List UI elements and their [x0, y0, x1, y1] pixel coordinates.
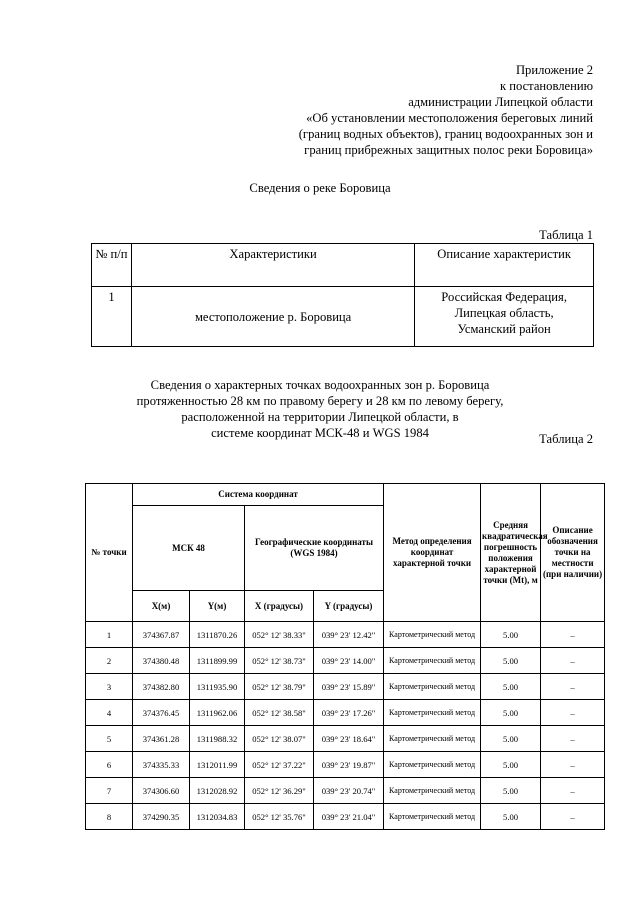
point-number-cell: 3: [86, 674, 133, 700]
table-1-row: [92, 287, 594, 347]
x-degrees-cell: 052° 12' 36.29": [245, 778, 314, 804]
row-description: [415, 287, 594, 347]
point-number-cell: 2: [86, 648, 133, 674]
table-row: [86, 752, 605, 778]
x-meters-cell: 374306.60: [133, 778, 190, 804]
y-meters-cell: 1312034.83: [190, 804, 245, 830]
y-meters-cell: 1311988.32: [190, 726, 245, 752]
y-meters-cell: 1312028.92: [190, 778, 245, 804]
point-description-cell: –: [541, 752, 605, 778]
y-degrees-cell: 039° 23' 15.89": [314, 674, 384, 700]
annex-line: (границ водных объектов), границ водоохранных зон и: [298, 127, 593, 141]
y-degrees-cell: 039° 23' 14.00": [314, 648, 384, 674]
point-description-cell: –: [541, 622, 605, 648]
method-cell: Картометрический метод: [384, 700, 481, 726]
y-degrees-cell: 039° 23' 12.42": [314, 622, 384, 648]
mean-error-cell: 5.00: [481, 726, 541, 752]
header-point-no: № точки: [86, 484, 133, 622]
point-number-cell: 6: [86, 752, 133, 778]
y-meters-cell: 1311870.26: [190, 622, 245, 648]
x-meters-cell: 374361.28: [133, 726, 190, 752]
point-description-cell: –: [541, 778, 605, 804]
section2-title-line: Сведения о характерных точках водоохранных зон р. Боровица: [150, 378, 490, 392]
y-degrees-cell: 039° 23' 20.74": [314, 778, 384, 804]
y-meters-cell: 1311962.06: [190, 700, 245, 726]
row-num: 1: [92, 287, 132, 347]
mean-error-cell: 5.00: [481, 700, 541, 726]
annex-line: Приложение 2: [515, 63, 593, 77]
section2-title-line: протяженностью 28 км по правому берегу и 28 км по левому берегу,: [136, 394, 504, 408]
header-characteristic: Характеристики: [131, 244, 414, 287]
y-degrees-cell: 039° 23' 18.64": [314, 726, 384, 752]
x-meters-cell: 374335.33: [133, 752, 190, 778]
section1-title: Сведения о реке Боровица: [249, 181, 391, 195]
point-description-cell: –: [541, 726, 605, 752]
annex-line: к постановлению: [499, 79, 593, 93]
x-degrees-cell: 052° 12' 38.07": [245, 726, 314, 752]
table2-label: Таблица 2: [539, 432, 593, 446]
header-geo: Географические координаты (WGS 1984): [245, 506, 384, 591]
point-description-cell: –: [541, 700, 605, 726]
point-number-cell: 7: [86, 778, 133, 804]
header-msk48: МСК 48: [133, 506, 245, 591]
header-description: Описание обозначения точки на местности (при наличии): [541, 484, 605, 622]
annex-line: границ прибрежных защитных полос реки Боровица»: [304, 143, 593, 157]
header-y-deg: Y (градусы): [314, 591, 384, 622]
table-row: [86, 726, 605, 752]
table-row: [86, 648, 605, 674]
method-cell: Картометрический метод: [384, 648, 481, 674]
point-number-cell: 8: [86, 804, 133, 830]
header-num: № п/п: [92, 244, 132, 287]
method-cell: Картометрический метод: [384, 622, 481, 648]
description-line: Усманский район: [457, 322, 551, 336]
description-line: Российская Федерация,: [441, 290, 567, 304]
point-description-cell: –: [541, 648, 605, 674]
point-description-cell: –: [541, 804, 605, 830]
table-row: [86, 622, 605, 648]
point-number-cell: 1: [86, 622, 133, 648]
x-degrees-cell: 052° 12' 37.22": [245, 752, 314, 778]
point-number-cell: 5: [86, 726, 133, 752]
table-1: [91, 243, 594, 347]
header-method: Метод определения координат характерной точки: [384, 484, 481, 622]
mean-error-cell: 5.00: [481, 622, 541, 648]
table-row: [86, 674, 605, 700]
x-meters-cell: 374376.45: [133, 700, 190, 726]
x-degrees-cell: 052° 12' 38.79": [245, 674, 314, 700]
annex-line: «Об установлении местоположения береговых линий: [306, 111, 593, 125]
method-cell: Картометрический метод: [384, 726, 481, 752]
method-cell: Картометрический метод: [384, 752, 481, 778]
table-row: [86, 778, 605, 804]
header-description: Описание характеристик: [415, 244, 594, 287]
table-2: [85, 483, 605, 830]
x-degrees-cell: 052° 12' 38.33": [245, 622, 314, 648]
mean-error-cell: 5.00: [481, 752, 541, 778]
header-x-m: X(м): [133, 591, 190, 622]
header-x-deg: X (градусы): [245, 591, 314, 622]
x-meters-cell: 374380.48: [133, 648, 190, 674]
mean-error-cell: 5.00: [481, 804, 541, 830]
y-degrees-cell: 039° 23' 19.87": [314, 752, 384, 778]
section2-title-line: расположенной на территории Липецкой области, в: [181, 410, 459, 424]
table-1-header-row: [92, 244, 594, 287]
row-characteristic: местоположение р. Боровица: [131, 287, 414, 347]
x-meters-cell: 374290.35: [133, 804, 190, 830]
method-cell: Картометрический метод: [384, 804, 481, 830]
method-cell: Картометрический метод: [384, 674, 481, 700]
y-meters-cell: 1311935.90: [190, 674, 245, 700]
mean-error-cell: 5.00: [481, 648, 541, 674]
description-line: Липецкая область,: [454, 306, 554, 320]
table-row: [86, 700, 605, 726]
x-degrees-cell: 052° 12' 38.58": [245, 700, 314, 726]
x-meters-cell: 374367.87: [133, 622, 190, 648]
mean-error-cell: 5.00: [481, 674, 541, 700]
section2-title-line: системе координат МСК-48 и WGS 1984: [211, 426, 429, 440]
table1-label: Таблица 1: [539, 228, 593, 242]
annex-header: [253, 62, 593, 158]
point-number-cell: 4: [86, 700, 133, 726]
method-cell: Картометрический метод: [384, 778, 481, 804]
y-degrees-cell: 039° 23' 21.04": [314, 804, 384, 830]
table-row: [86, 804, 605, 830]
annex-line: администрации Липецкой области: [408, 95, 593, 109]
x-degrees-cell: 052° 12' 38.73": [245, 648, 314, 674]
header-y-m: Y(м): [190, 591, 245, 622]
y-meters-cell: 1311899.99: [190, 648, 245, 674]
header-coord-system: Система координат: [133, 484, 384, 506]
point-description-cell: –: [541, 674, 605, 700]
mean-error-cell: 5.00: [481, 778, 541, 804]
y-degrees-cell: 039° 23' 17.26": [314, 700, 384, 726]
x-degrees-cell: 052° 12' 35.76": [245, 804, 314, 830]
y-meters-cell: 1312011.99: [190, 752, 245, 778]
x-meters-cell: 374382.80: [133, 674, 190, 700]
header-mean-error: Средняя квадратическая погрешность положения характерной точки (Mt), м: [481, 484, 541, 622]
